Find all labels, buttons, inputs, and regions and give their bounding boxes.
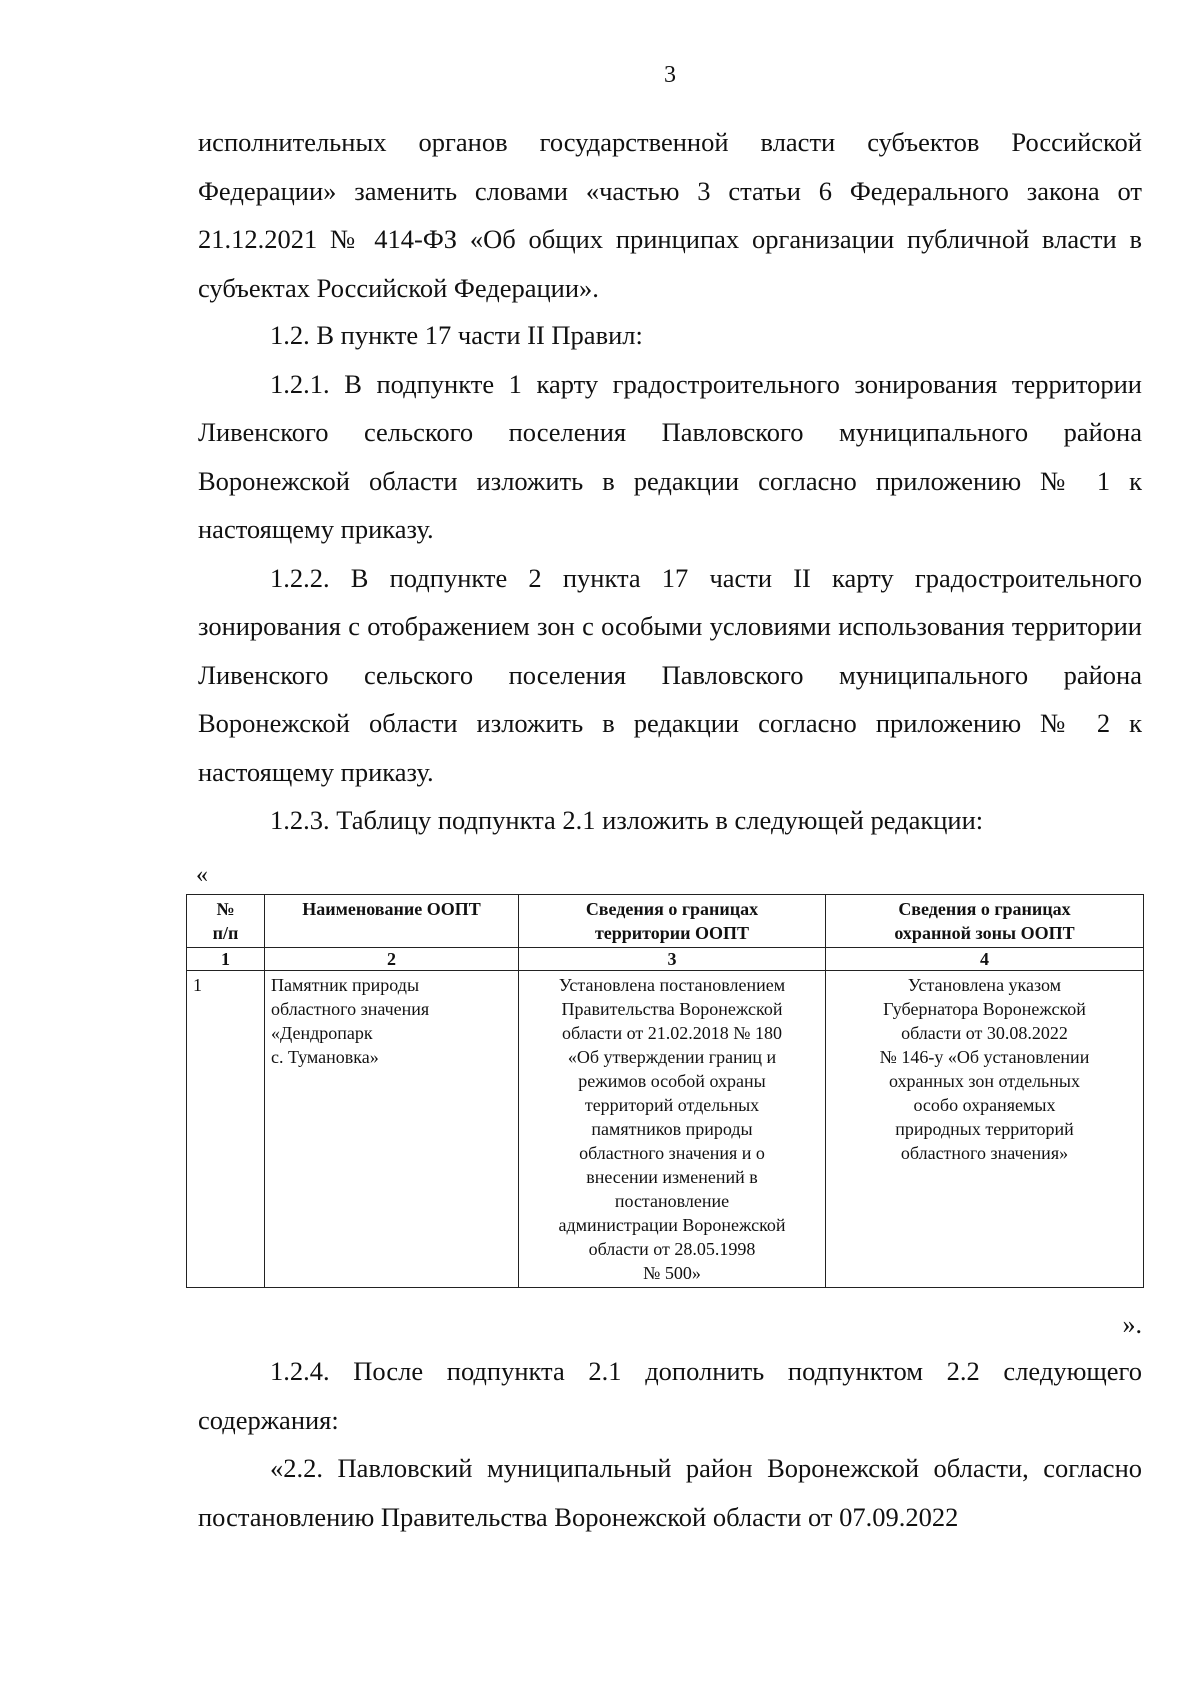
territory-info-cell: Установлена постановлением Правительства Воронежской области от 21.02.2018 № 180 «Об утверждении границ и режимов особой охраны территорий отдельных памятников природы областного значения и о внесении изменений в постановление администрации Воронежской области от 28.05.1998 № 500»: [519, 971, 826, 1288]
table-header-row: [187, 895, 1144, 948]
text-block-bottom: [198, 1347, 1142, 1541]
table-row: [187, 971, 1144, 1288]
paragraph: 1.2. В пункте 17 части II Правил:: [270, 320, 643, 350]
closing-quote: ».: [1122, 1310, 1142, 1339]
header-cell-number: № п/п: [187, 895, 265, 948]
column-number: 1: [187, 948, 265, 971]
row-number-cell: 1: [187, 971, 265, 1288]
paragraph: 1.2.1. В подпункте 1 карту градостроительного зонирования территории Ливенского сельского поселения Павловского муниципального района Воронежской области изложить в редакции согласно приложению № 1 к настоящему приказу.: [198, 368, 1142, 544]
header-cell-name: Наименование ООПТ: [265, 895, 519, 948]
header-cell-territory: Сведения о границах территории ООПТ: [519, 895, 826, 948]
paragraph: 1.2.3. Таблицу подпункта 2.1 изложить в следующей редакции:: [270, 805, 984, 835]
paragraph: «2.2. Павловский муниципальный район Воронежской области, согласно постановлению Правительства Воронежской области от 07.09.2022: [198, 1453, 1142, 1532]
opening-quote: «: [196, 862, 208, 888]
zone-info-cell: Установлена указом Губернатора Воронежской области от 30.08.2022 № 146-у «Об установлении охранных зон отдельных особо охраняемых природных территорий областного значения»: [826, 971, 1144, 1288]
oopt-name-cell: Памятник природы областного значения «Дендропарк с. Тумановка»: [265, 971, 519, 1288]
column-number: 2: [265, 948, 519, 971]
paragraph: исполнительных органов государственной власти субъектов Российской Федерации» заменить словами «частью 3 статьи 6 Федерального закона от 21.12.2021 № 414-ФЗ «Об общих принципах организации публичной власти в субъектах Российской Федерации».: [198, 127, 1142, 303]
page-number: 3: [664, 62, 676, 88]
paragraph: 1.2.4. После подпункта 2.1 дополнить подпунктом 2.2 следующего содержания:: [198, 1356, 1142, 1435]
text-block-middle: [198, 311, 1142, 845]
column-number-row: [187, 948, 1144, 971]
header-cell-zone: Сведения о границах охранной зоны ООПТ: [826, 895, 1144, 948]
column-number: 4: [826, 948, 1144, 971]
oopt-table: [186, 894, 1144, 1288]
column-number: 3: [519, 948, 826, 971]
paragraph: 1.2.2. В подпункте 2 пункта 17 части II карту градостроительного зонирования с отображением зон с особыми условиями использования территории Ливенского сельского поселения Павловского муниципального района Воронежской области изложить в редакции согласно приложению № 2 к настоящему приказу.: [198, 562, 1142, 787]
text-block-top: [198, 118, 1142, 312]
